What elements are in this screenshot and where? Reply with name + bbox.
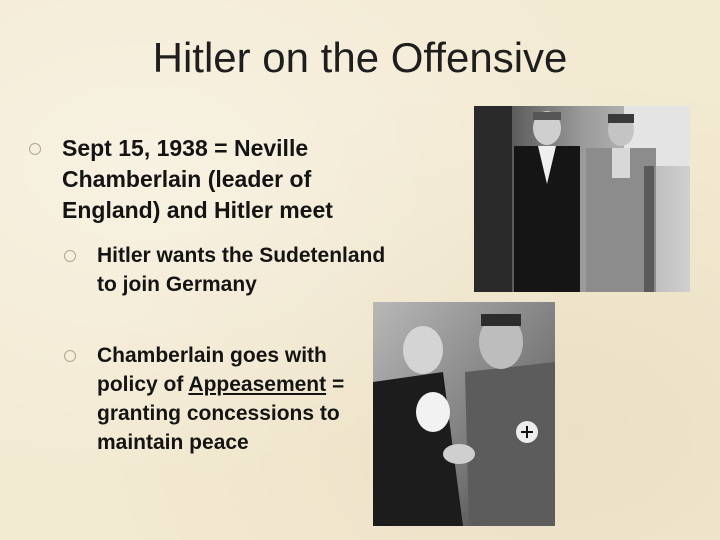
sub-bullet-sudetenland: Hitler wants the Sudetenland to join Germany xyxy=(97,244,386,296)
appeasement-term: Appeasement xyxy=(188,373,327,396)
photo-chamberlain-hitler-standing xyxy=(474,106,690,292)
main-bullet-text: Sept 15, 1938 = Neville Chamberlain (leader of England) and Hitler meet xyxy=(62,135,333,223)
photo-handshake xyxy=(373,302,555,526)
slide-title: Hitler on the Offensive xyxy=(152,34,568,81)
appeasement-text-before: Chamberlain goes with policy of xyxy=(97,344,327,396)
appeasement-text-after: = granting concessions to maintain peace xyxy=(97,373,345,454)
bullet-ring-icon xyxy=(29,143,41,155)
bullet-ring-icon xyxy=(64,350,76,362)
sub-bullet-appeasement xyxy=(97,341,387,457)
bullet-ring-icon xyxy=(64,250,76,262)
